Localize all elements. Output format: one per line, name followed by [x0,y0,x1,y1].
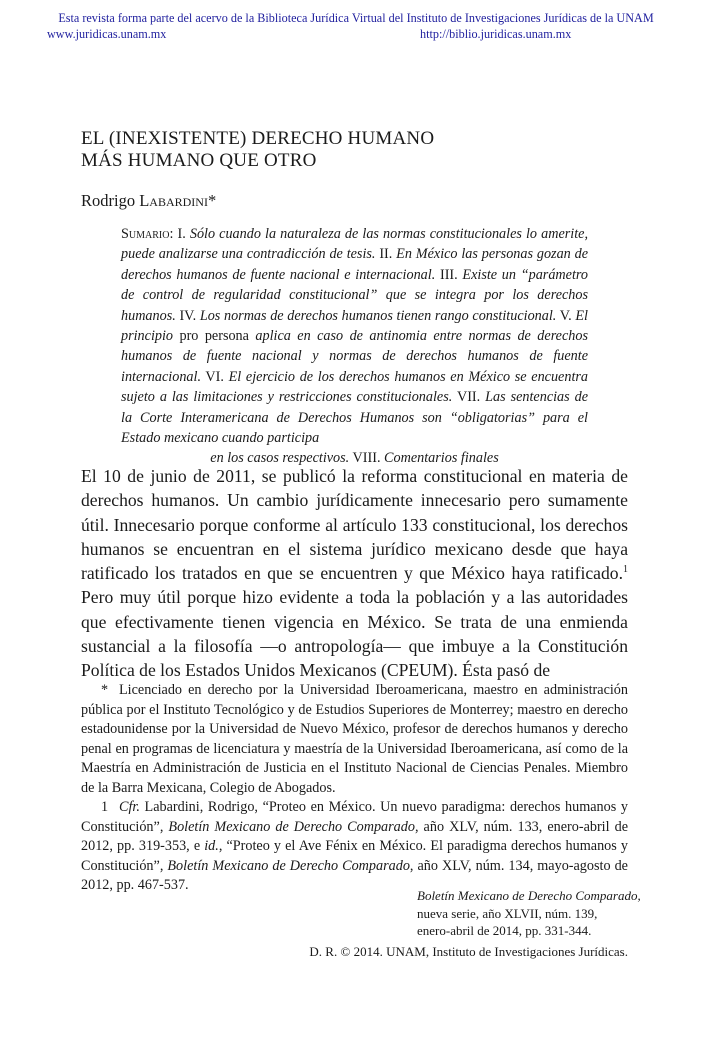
footnote-mark: * [101,682,109,698]
footnote-text: Labardini, Rodrigo, “Proteo en México. Un nuevo paradigma: derechos humanos y Constitución”, [81,799,628,835]
body-paragraph [81,464,628,683]
summary-item: Existe un “parámetro de control de regularidad constitucional” que se integra por los derechos humanos. [121,266,588,324]
footnote-reference-1[interactable]: 1 [623,564,628,576]
summary-item: en los casos respectivos. [210,450,350,467]
footnote-cfr: Cfr. [119,799,140,815]
summary-item: En México las personas gozan de derechos humanos de fuente nacional e internacional. [121,246,588,283]
article-summary [121,224,588,469]
footnote-journal: Boletín Mexicano de Derecho Comparado [167,857,410,874]
journal-citation [417,887,641,940]
citation-journal: Boletín Mexicano de Derecho Comparado, [417,888,641,903]
title-line-2: MÁS HUMANO QUE OTRO [81,150,317,171]
footnote-id: id. [204,838,219,854]
banner-notice: Esta revista forma parte del acervo de la Biblioteca Jurídica Virtual del Instituto de Investigaciones Jurídicas de la UNAM [58,11,654,25]
summary-num: VI. [201,368,229,385]
banner-link-juridicas[interactable]: www.juridicas.unam.mx [47,27,167,41]
summary-item: El ejercicio de los derechos humanos en México se encuentra sujeto a las limitaciones y restricciones constitucionales. [121,368,589,406]
summary-item: Las sentencias de la Corte Interamericana de Derechos Humanos son “obligatorias” para el Estado mexicano cuando participa [121,389,588,447]
footnote-text: , “Proteo y el Ave Fénix en México. El paradigma derechos humanos y Constitución”, [81,838,628,874]
summary-num: V. [556,307,576,324]
footnote-author [81,681,628,798]
citation-issue: enero-abril de 2014, pp. 331-344. [417,923,592,938]
author-footnote-mark[interactable]: * [207,191,217,210]
citation-series: nueva serie, año XLVII, núm. 139, [417,905,598,921]
summary-item: Los normas de derechos humanos tienen rango constitucional. [199,307,557,324]
summary-num: I. [173,226,190,242]
summary-num: III. [435,266,463,283]
footnote-text: , año XLV, núm. 133, enero-abril de 2012, pp. 319-353, e [81,818,628,854]
footnote-1 [81,798,628,896]
footnotes [81,681,628,896]
footnote-journal: Boletín Mexicano de Derecho Comparado [168,818,415,835]
footnote-text: , año XLV, núm. 134, mayo-agosto de 2012, pp. 467-537. [81,857,628,893]
summary-num: VIII. [349,450,385,467]
footnote-mark: 1 [101,799,109,815]
body-text-part-1: El 10 de junio de 2011, se publicó la reforma constitucional en materia de derechos humanos. Un cambio jurídicamente innecesario pero sumamente útil. Innecesario porque conforme al artículo 133 constitucional, los derechos humanos se encuentran en el sistema jurídico mexicano desde que haya ratificado los tratados en que se encuentren y que México haya ratificado. [81,466,628,584]
summary-item: Comentarios finales [384,450,499,467]
summary-item: El principio [121,307,588,345]
copyright-notice: D. R. © 2014. UNAM, Instituto de Investigaciones Jurídicas. [309,944,628,959]
author-first-name: Rodrigo [81,191,140,210]
banner-link-biblio[interactable]: http://biblio.juridicas.unam.mx [420,27,572,41]
title-line-1: EL (INEXISTENTE) DERECHO HUMANO [81,128,435,149]
summary-num: pro persona [173,328,256,345]
summary-num: II. [375,246,397,263]
author-last-name: Labardini [139,191,208,210]
repository-banner [0,10,712,42]
summary-item: Sólo cuando la naturaleza de las normas constitucionales lo amerite, puede analizarse una contradicción de tesis. [121,226,588,263]
article-title [81,128,641,172]
summary-item: aplica en caso de antinomia entre normas de derechos humanos de fuente nacional y normas de derechos humanos de fuente internacional. [121,328,588,385]
summary-num: IV. [175,307,200,324]
author-name [81,191,216,211]
summary-label: Sumario: [121,226,174,242]
footnote-text: Licenciado en derecho por la Universidad Iberoamericana, maestro en administración pública por el Instituto Tecnológico y de Estudios Superiores de Monterrey; maestro en derecho estadounidense por la Universidad de Nuevo México, profesor de derechos humanos y derecho penal en programas de licenciatura y maestría de la Universidad Iberoamericana, así como de la Maestría en Administración de Justicia en el Instituto Nacional de Ciencias Penales. Miembro de la Barra Mexicana, Colegio de Abogados. [81,682,628,796]
summary-num: VII. [452,389,486,406]
body-text-part-2: Pero muy útil porque hizo evidente a toda la población y a las autoridades que efectivamente tienen vigencia en México. Se trata de una enmienda sustancial a la filosofía —o antropología— que imbuye a la Constitución Política de los Estados Unidos Mexicanos (CPEUM). Ésta pasó de [81,587,628,681]
